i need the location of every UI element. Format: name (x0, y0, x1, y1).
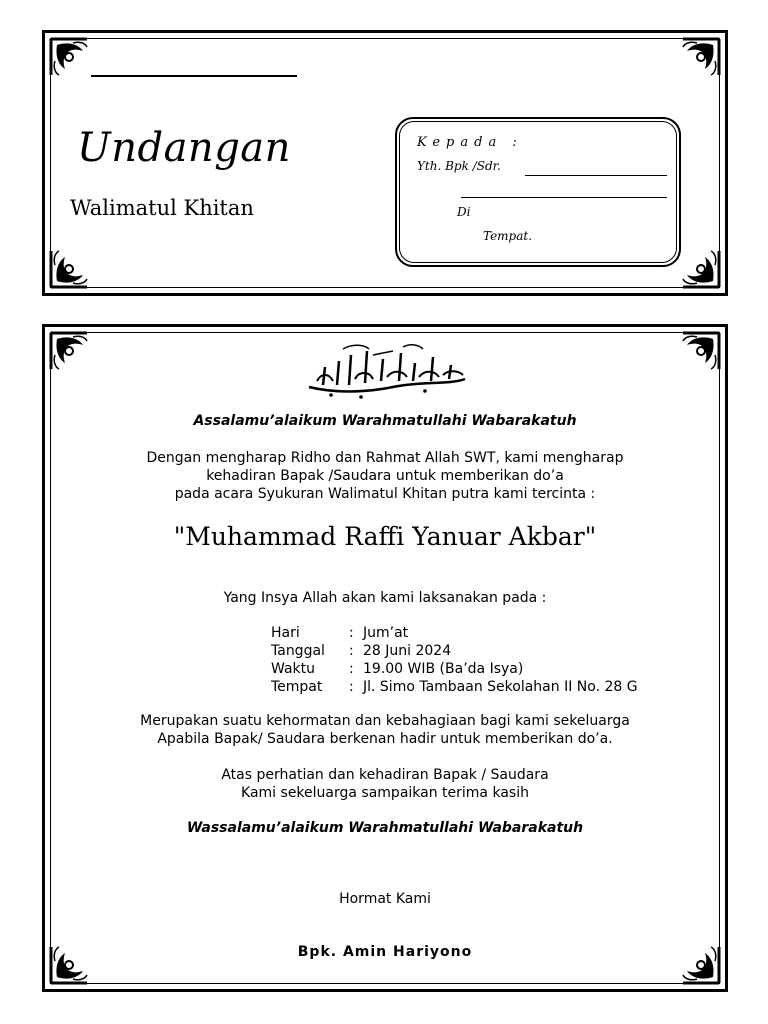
detail-label: Tanggal (271, 643, 325, 659)
invitation-card (42, 324, 728, 992)
detail-label: Hari (271, 625, 300, 641)
address-box (395, 117, 681, 267)
paragraph-line: kehadiran Bapak /Saudara untuk memberikan do’a (206, 468, 564, 484)
ornament-corner-icon (681, 37, 721, 77)
ornament-corner-icon (49, 249, 89, 289)
address-line (461, 197, 667, 198)
detail-colon: : (349, 661, 354, 677)
detail-colon: : (349, 679, 354, 695)
event-intro: Yang Insya Allah akan kami laksanakan pada : (223, 590, 547, 606)
detail-colon: : (349, 625, 354, 641)
closing-greeting: Wassalamu’alaikum Warahmatullahi Wabarakatuh (186, 820, 584, 836)
detail-value: Jl. Simo Tambaan Sekolahan II No. 28 G (363, 679, 638, 695)
address-line (525, 175, 667, 176)
detail-row-date (271, 642, 638, 660)
paragraph-line: Apabila Bapak/ Saudara berkenan hadir untuk memberikan do’a. (157, 731, 613, 747)
detail-value: 19.00 WIB (Ba’da Isya) (363, 661, 524, 677)
bismillah-calligraphy-icon (303, 341, 471, 401)
address-tempat: Tempat. (483, 229, 533, 243)
opening-paragraph (45, 449, 725, 503)
detail-value: Jum’at (363, 625, 409, 641)
detail-colon: : (349, 643, 354, 659)
decorative-line (91, 75, 297, 77)
child-name: "Muhammad Raffi Yanuar Akbar" (173, 522, 597, 551)
paragraph-line: Kami sekeluarga sampaikan terima kasih (241, 785, 529, 801)
paragraph-line: Merupakan suatu kehormatan dan kebahagiaan bagi kami sekeluarga (140, 713, 630, 729)
signature-name: Bpk. Amin Hariyono (297, 944, 473, 960)
detail-label: Waktu (271, 661, 315, 677)
detail-row-place (271, 678, 638, 696)
envelope-title: Undangan (77, 125, 291, 171)
ornament-corner-icon (49, 37, 89, 77)
detail-row-day (271, 624, 638, 642)
thanks-paragraph (45, 766, 725, 802)
ornament-corner-icon (681, 249, 721, 289)
paragraph-line: pada acara Syukuran Walimatul Khitan putra kami tercinta : (174, 486, 596, 502)
greeting-text: Assalamu’alaikum Warahmatullahi Wabarakatuh (193, 413, 577, 429)
ornament-corner-icon (681, 331, 721, 371)
honor-paragraph (45, 712, 725, 748)
address-di: Di (457, 205, 471, 219)
ornament-corner-icon (49, 331, 89, 371)
regards-text: Hormat Kami (339, 891, 431, 907)
detail-value: 28 Juni 2024 (363, 643, 452, 659)
paragraph-line: Dengan mengharap Ridho dan Rahmat Allah SWT, kami mengharap (146, 450, 624, 466)
detail-row-time (271, 660, 638, 678)
paragraph-line: Atas perhatian dan kehadiran Bapak / Saudara (221, 767, 549, 783)
detail-label: Tempat (271, 679, 323, 695)
envelope-subtitle: Walimatul Khitan (70, 196, 254, 220)
envelope-card (42, 30, 728, 296)
address-yth: Yth. Bpk /Sdr. (417, 159, 501, 173)
address-kepada: Kepada : (417, 135, 523, 150)
event-details (271, 624, 638, 696)
